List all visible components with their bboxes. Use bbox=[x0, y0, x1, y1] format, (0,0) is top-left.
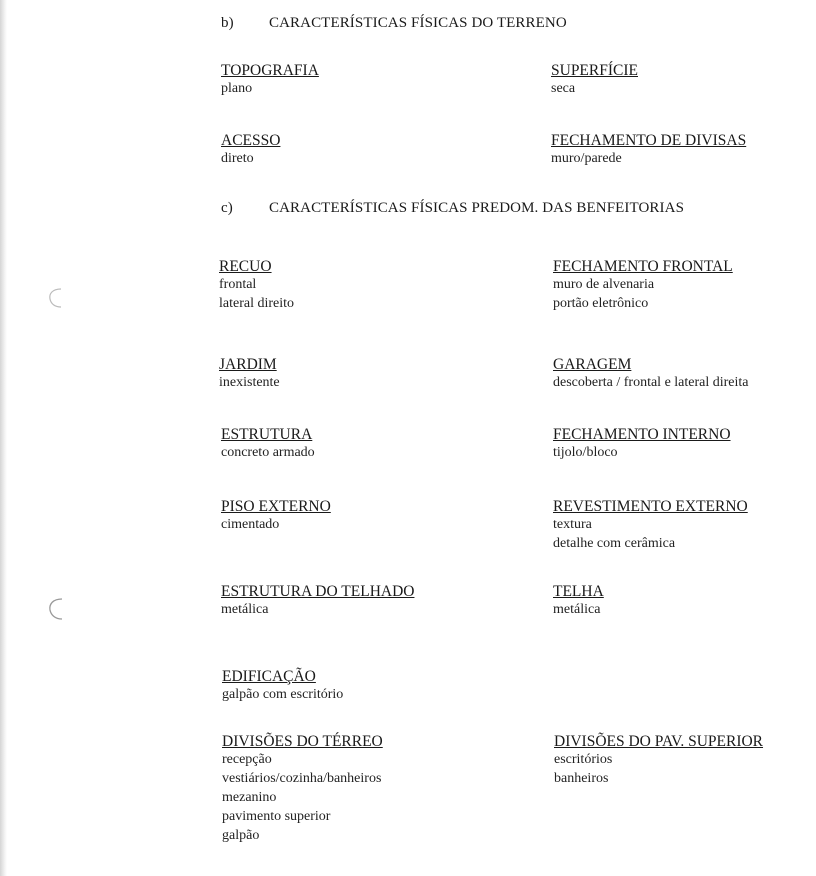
field-label: EDIFICAÇÃO bbox=[222, 668, 316, 685]
field-value: banheiros bbox=[554, 771, 609, 786]
field-value: vestiários/cozinha/banheiros bbox=[222, 771, 382, 786]
field-label: FECHAMENTO DE DIVISAS bbox=[551, 132, 747, 149]
field-telha bbox=[553, 583, 604, 619]
field-label: TELHA bbox=[553, 583, 604, 600]
field-estrutura-do-telhado bbox=[221, 583, 414, 619]
field-value: detalhe com cerâmica bbox=[553, 536, 676, 551]
field-label: ACESSO bbox=[221, 132, 281, 149]
field-value: galpão bbox=[222, 828, 260, 843]
field-value: portão eletrônico bbox=[553, 296, 649, 311]
field-value: concreto armado bbox=[221, 445, 315, 460]
field-label: TOPOGRAFIA bbox=[221, 62, 319, 79]
field-value: tijolo/bloco bbox=[553, 445, 618, 460]
field-value: muro de alvenaria bbox=[553, 277, 655, 292]
field-superficie bbox=[551, 62, 638, 98]
field-label: FECHAMENTO INTERNO bbox=[553, 426, 731, 443]
section-letter: c) bbox=[221, 200, 233, 216]
field-topografia bbox=[221, 62, 319, 98]
field-value: muro/parede bbox=[551, 151, 622, 166]
field-value: inexistente bbox=[219, 375, 280, 390]
section-title: CARACTERÍSTICAS FÍSICAS PREDOM. DAS BENFEITORIAS bbox=[269, 200, 685, 216]
field-label: DIVISÕES DO TÉRREO bbox=[222, 733, 383, 750]
field-value: mezanino bbox=[222, 790, 277, 805]
field-jardim bbox=[219, 356, 280, 392]
section-letter: b) bbox=[221, 15, 234, 31]
field-value: recepção bbox=[222, 752, 272, 767]
field-divisoes-do-terreo bbox=[222, 733, 383, 845]
field-value: galpão com escritório bbox=[222, 687, 344, 702]
field-label: ESTRUTURA bbox=[221, 426, 313, 443]
page-edge-shadow bbox=[0, 0, 7, 876]
section-heading-terreno bbox=[221, 15, 567, 32]
field-fechamento-frontal bbox=[553, 258, 733, 313]
field-revestimento-externo bbox=[553, 498, 748, 553]
field-acesso bbox=[221, 132, 280, 168]
field-value: textura bbox=[553, 517, 592, 532]
field-garagem bbox=[553, 356, 749, 392]
field-label: RECUO bbox=[219, 258, 272, 275]
field-label: JARDIM bbox=[219, 356, 277, 373]
field-value: cimentado bbox=[221, 517, 280, 532]
field-edificacao bbox=[222, 668, 343, 704]
field-estrutura bbox=[221, 426, 315, 462]
binder-hole-mark-bottom bbox=[44, 596, 66, 622]
field-value: pavimento superior bbox=[222, 809, 331, 824]
field-value: seca bbox=[551, 81, 576, 96]
field-fechamento-interno bbox=[553, 426, 731, 462]
field-fechamento-de-divisas bbox=[551, 132, 746, 168]
section-title: CARACTERÍSTICAS FÍSICAS DO TERRENO bbox=[269, 15, 567, 31]
field-value: plano bbox=[221, 81, 253, 96]
field-label: REVESTIMENTO EXTERNO bbox=[553, 498, 748, 515]
binder-hole-mark-top bbox=[44, 286, 66, 310]
section-heading-benfeitorias bbox=[221, 200, 684, 217]
field-label: PISO EXTERNO bbox=[221, 498, 331, 515]
field-label: FECHAMENTO FRONTAL bbox=[553, 258, 733, 275]
field-value: metálica bbox=[553, 602, 601, 617]
field-label: SUPERFÍCIE bbox=[551, 62, 638, 79]
field-value: direto bbox=[221, 151, 254, 166]
field-value: descoberta / frontal e lateral direita bbox=[553, 375, 749, 390]
field-divisoes-do-pav-superior bbox=[554, 733, 763, 788]
field-label: ESTRUTURA DO TELHADO bbox=[221, 583, 415, 600]
field-value: escritórios bbox=[554, 752, 613, 767]
field-value: frontal bbox=[219, 277, 257, 292]
field-value: metálica bbox=[221, 602, 269, 617]
field-label: DIVISÕES DO PAV. SUPERIOR bbox=[554, 733, 764, 750]
field-label: GARAGEM bbox=[553, 356, 632, 373]
field-value: lateral direito bbox=[219, 296, 295, 311]
field-recuo bbox=[219, 258, 294, 313]
field-piso-externo bbox=[221, 498, 331, 534]
